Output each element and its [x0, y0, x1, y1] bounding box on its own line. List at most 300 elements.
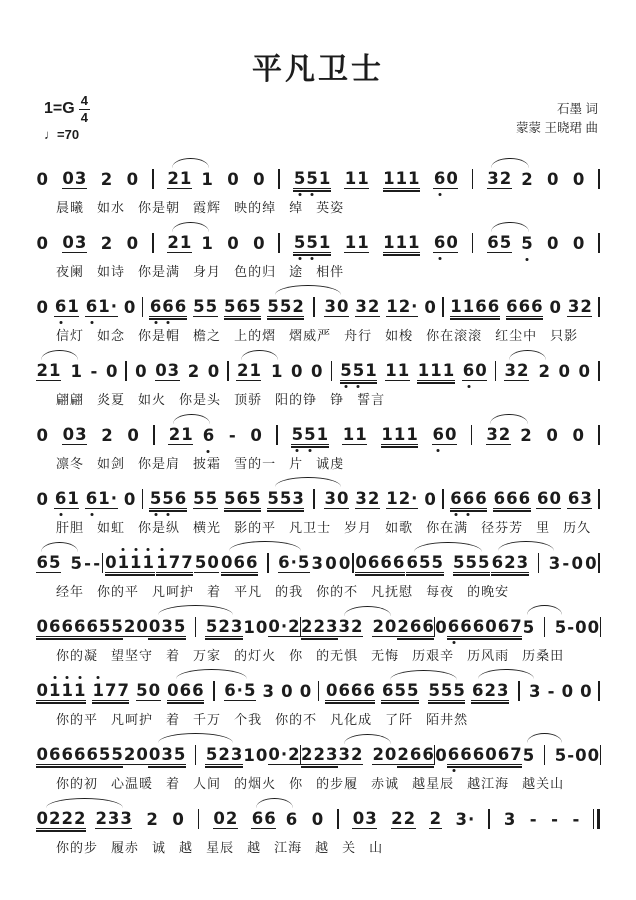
note-digit: 1	[395, 168, 408, 188]
note-token	[54, 490, 79, 509]
barline	[278, 233, 280, 253]
note-token	[255, 619, 267, 637]
note-token	[123, 618, 148, 637]
note-digit: 1	[386, 296, 398, 316]
note-token	[383, 170, 420, 189]
lyric-word: 凡呵护	[152, 584, 195, 599]
lyric-word: 越江海	[467, 776, 510, 791]
note-token	[506, 298, 543, 317]
note-token	[93, 555, 101, 573]
lyric-word: 了阡	[385, 712, 414, 727]
note-token	[224, 298, 261, 317]
note-token	[386, 298, 418, 317]
barline	[313, 489, 315, 509]
note-digit: 0	[36, 489, 48, 509]
note-digit: ·	[468, 809, 475, 829]
note-digit: 6	[462, 360, 475, 380]
lyric-word: 历桑田	[522, 648, 565, 663]
note-token	[338, 618, 363, 637]
note-digit: 3	[107, 808, 120, 828]
note-token	[381, 682, 418, 701]
note-token	[62, 170, 87, 189]
note-token	[424, 299, 436, 317]
lyric-word: 你的平	[56, 712, 99, 727]
lyric-word: 熠威严	[289, 328, 332, 343]
lyric-word: 着	[166, 712, 181, 727]
note-digit: ·	[411, 296, 418, 316]
note-digit: 2	[504, 552, 516, 572]
lyric-word: 的晚安	[467, 584, 510, 599]
lyric-word: 的灯火	[234, 648, 277, 663]
notation-line	[36, 280, 600, 341]
note-digit: 6	[233, 552, 246, 572]
note-digit: 0	[268, 744, 280, 764]
lyric-word: 你的初	[56, 776, 99, 791]
note-digit: 6	[192, 680, 204, 700]
note-token	[123, 746, 148, 765]
note-digit: 2	[498, 424, 511, 444]
note-digit: 2	[100, 233, 113, 253]
note-token	[86, 618, 123, 637]
note-digit: 2	[397, 744, 409, 764]
lyric-word: 陌井然	[426, 712, 469, 727]
note-digit: 3	[292, 488, 304, 508]
note-digit: 2	[429, 808, 442, 828]
slur-group	[471, 681, 541, 701]
note-digit: 5	[48, 552, 61, 572]
note-digit: 2	[236, 360, 249, 380]
note-digit: 1	[201, 233, 213, 253]
notation-score	[36, 152, 600, 853]
note-token	[471, 682, 508, 701]
note-token	[267, 298, 304, 317]
note-token	[100, 171, 112, 189]
note-digit: 2	[538, 361, 550, 381]
note-digit: ·	[280, 616, 288, 636]
lyric-word: 誓言	[357, 392, 386, 407]
lyric-word: 江海	[274, 840, 303, 855]
note-digit: 0	[148, 744, 161, 764]
note-digit: 6	[487, 232, 499, 252]
note-digit: 1	[61, 680, 73, 700]
note-token	[193, 298, 218, 317]
note-token	[36, 682, 86, 701]
lyric-word: 你的不	[275, 712, 318, 727]
note-digit: 6	[432, 424, 444, 444]
lyric-word: 途	[289, 264, 304, 279]
note-digit: -	[551, 809, 558, 829]
note-token	[54, 298, 79, 317]
lyric-word: 影的平	[234, 520, 277, 535]
barline	[102, 553, 104, 573]
note-token	[462, 362, 487, 381]
slur-group	[251, 810, 297, 829]
note-digit: 6	[409, 616, 422, 636]
note-digit: 0	[424, 489, 436, 509]
note-digit: 1	[450, 296, 462, 316]
note-digit: 1	[156, 552, 168, 572]
note-token	[250, 427, 262, 445]
lyric-word: 诚虔	[316, 456, 345, 471]
note-token	[281, 683, 293, 701]
slur-group	[338, 746, 397, 765]
slur-group	[167, 170, 213, 189]
barline	[142, 489, 144, 509]
note-digit: 3	[455, 809, 468, 829]
note-token	[549, 299, 561, 317]
note-digit: 2	[301, 744, 313, 764]
note-token	[167, 170, 192, 189]
notation-line	[36, 536, 600, 597]
note-token	[227, 235, 239, 253]
note-token	[293, 170, 330, 189]
note-token	[572, 811, 580, 829]
note-token	[146, 811, 158, 829]
note-digit: 0	[338, 553, 351, 573]
lyric-word: 铮	[330, 392, 345, 407]
barline	[267, 553, 269, 573]
note-digit: 3	[74, 232, 87, 252]
note-token	[344, 170, 369, 189]
note-digit: -	[529, 809, 537, 829]
note-token	[255, 747, 267, 765]
lyric-word: 霞辉	[193, 200, 222, 215]
note-digit: 6	[460, 616, 472, 636]
note-digit: 0	[549, 488, 561, 508]
note-digit: 3	[230, 744, 243, 764]
note-token	[344, 234, 369, 253]
note-digit: 2	[123, 616, 136, 636]
note-digit: 6	[174, 296, 187, 316]
barline	[598, 169, 600, 189]
note-digit: 0	[126, 169, 139, 189]
lyric-word: 披霜	[193, 456, 222, 471]
note-digit: 1	[408, 232, 420, 252]
note-digit: 3	[230, 616, 243, 636]
note-token	[417, 362, 454, 381]
note-digit: 5	[522, 745, 535, 765]
note-digit: 2	[48, 808, 61, 828]
note-digit: 2	[350, 744, 363, 764]
note-digit: 1	[344, 232, 357, 252]
notation-line	[36, 664, 600, 725]
note-digit: 6	[48, 744, 61, 764]
note-token	[135, 363, 147, 381]
note-token	[105, 554, 155, 573]
note-digit: 1	[344, 168, 357, 188]
barline	[598, 425, 600, 445]
note-digit: 1	[383, 232, 395, 252]
note-token	[546, 427, 558, 445]
note-digit: 3	[580, 488, 592, 508]
note-token	[433, 170, 458, 189]
notes-row	[36, 472, 600, 509]
barline	[337, 809, 339, 829]
note-digit: 3	[338, 744, 350, 764]
note-digit: 3	[120, 808, 132, 828]
note-token	[325, 682, 375, 701]
lyrics-row	[36, 325, 600, 341]
notation-line	[36, 152, 600, 213]
note-digit: 1	[462, 296, 475, 316]
note-token	[167, 682, 204, 701]
note-digit: 5	[521, 233, 533, 253]
note-digit: 0	[135, 361, 147, 381]
slur-group	[406, 554, 490, 573]
note-digit: 7	[181, 552, 193, 572]
note-digit: 6	[433, 232, 446, 252]
note-digit: 1	[179, 168, 192, 188]
note-digit: 1	[181, 424, 193, 444]
note-token	[243, 747, 255, 765]
note-digit: 1	[316, 424, 329, 444]
note-token	[36, 554, 61, 573]
note-digit: 5	[162, 488, 174, 508]
note-digit: 3	[355, 296, 367, 316]
note-digit: 2	[292, 296, 304, 316]
slur-group	[522, 617, 567, 637]
note-token	[372, 618, 397, 637]
note-digit: 6	[251, 808, 264, 828]
note-digit: 0	[36, 425, 48, 445]
note-token	[381, 426, 418, 445]
barline	[472, 169, 474, 189]
note-digit: 5	[306, 232, 318, 252]
note-digit: 6	[36, 552, 48, 572]
barline	[313, 297, 315, 317]
lyric-word: 雪的一	[234, 456, 277, 471]
note-digit: 1	[393, 424, 406, 444]
notes-row	[36, 536, 600, 573]
lyric-word: 望坚守	[111, 648, 154, 663]
note-digit: 5	[193, 296, 205, 316]
lyric-word: 岁月	[344, 520, 373, 535]
note-token	[447, 746, 484, 765]
lyric-word: 万家	[193, 648, 222, 663]
note-token	[554, 747, 566, 765]
note-digit: 6	[380, 552, 392, 572]
slur-group	[267, 297, 349, 317]
note-token	[290, 363, 302, 381]
note-digit: 2	[397, 616, 409, 636]
lyric-word: 人间	[193, 776, 222, 791]
note-digit: 1	[179, 232, 192, 252]
barline	[152, 169, 154, 189]
score-header	[36, 94, 600, 150]
note-digit: 1	[357, 232, 369, 252]
note-digit: 5	[394, 680, 406, 700]
lyric-word: 如诗	[97, 264, 126, 279]
note-digit: 5	[453, 552, 465, 572]
note-digit: 1	[130, 552, 142, 572]
note-digit: 5	[98, 616, 111, 636]
note-digit: 0	[36, 744, 48, 764]
note-digit: 5	[243, 680, 256, 700]
note-token	[355, 298, 380, 317]
key-label: 1=G	[44, 100, 75, 117]
note-token	[243, 619, 255, 637]
lyric-word: 的我	[275, 584, 304, 599]
note-digit: -	[90, 361, 98, 381]
lyric-word: 你是肩	[138, 456, 181, 471]
note-digit: 0	[572, 233, 585, 253]
barline	[142, 297, 144, 317]
note-digit: 6	[350, 680, 363, 700]
note-digit: 0	[36, 616, 48, 636]
note-digit: 5	[279, 488, 292, 508]
note-token	[575, 619, 587, 637]
lyric-word: 映的绰	[234, 200, 277, 215]
note-digit: 6	[447, 616, 460, 636]
note-digit: 1	[67, 296, 79, 316]
barline	[472, 233, 474, 253]
note-digit: 6	[450, 488, 462, 508]
note-digit: 0	[148, 680, 161, 700]
note-digit: 5	[267, 296, 279, 316]
note-digit: 3	[567, 296, 580, 316]
note-token	[70, 555, 82, 573]
note-token	[311, 811, 323, 829]
lyric-word: 你是头	[179, 392, 222, 407]
note-digit: 2	[391, 808, 403, 828]
barline	[544, 745, 546, 765]
note-token	[397, 746, 434, 765]
note-token	[455, 811, 475, 829]
note-token	[485, 618, 522, 637]
lyric-word: 你	[289, 648, 304, 663]
note-token	[338, 746, 363, 765]
note-token	[95, 810, 132, 829]
note-token	[429, 810, 441, 829]
note-digit: 0	[485, 616, 497, 636]
note-digit: 0	[36, 808, 48, 828]
note-digit: 1	[406, 424, 418, 444]
lyrics-row	[36, 197, 600, 213]
note-digit: 0	[213, 808, 225, 828]
lyric-word: 山	[369, 840, 384, 855]
note-token	[493, 490, 530, 509]
barline	[318, 681, 320, 701]
lyric-word: 越	[179, 840, 194, 855]
note-digit: 6	[174, 488, 187, 508]
note-digit: 1	[386, 488, 398, 508]
note-token	[587, 619, 599, 637]
note-token	[123, 491, 135, 509]
lyric-word: 历风雨	[467, 648, 510, 663]
note-digit: 6	[497, 616, 510, 636]
note-digit: 3	[503, 809, 516, 829]
note-digit: 0	[580, 681, 592, 701]
note-token	[433, 234, 458, 253]
barline	[153, 425, 155, 445]
lyric-word: 赤诚	[371, 776, 400, 791]
note-digit: 2	[100, 169, 113, 189]
lyric-word: 片	[289, 456, 304, 471]
note-digit: 5	[267, 488, 279, 508]
note-digit: 0	[299, 681, 312, 701]
note-token	[406, 554, 443, 573]
note-token	[201, 235, 213, 253]
barline	[198, 809, 200, 829]
note-digit: 6	[54, 488, 67, 508]
note-digit: 5	[111, 744, 123, 764]
lyric-word: 里	[536, 520, 551, 535]
note-digit: 0	[255, 745, 268, 765]
lyric-word: 信灯	[56, 328, 85, 343]
note-digit: 0	[36, 297, 48, 317]
barline	[538, 553, 540, 573]
note-digit: 6	[392, 552, 405, 572]
note-digit: 0	[571, 553, 583, 573]
note-digit: 0	[475, 360, 487, 380]
note-digit: 6	[285, 809, 298, 829]
note-digit: 6	[493, 488, 506, 508]
note-token	[262, 683, 274, 701]
note-digit: 3	[487, 168, 499, 188]
note-digit: 1	[117, 552, 130, 572]
note-digit: 6	[475, 296, 487, 316]
note-digit: 0	[587, 745, 600, 765]
note-token	[486, 426, 511, 445]
note-token	[36, 746, 86, 765]
note-digit: 0	[281, 681, 293, 701]
lyric-word: 如剑	[97, 456, 126, 471]
note-token	[342, 426, 367, 445]
slur-group	[36, 810, 132, 829]
barline	[598, 681, 600, 701]
note-digit: 1	[318, 232, 331, 252]
note-token	[123, 299, 135, 317]
note-digit: 0	[585, 553, 597, 573]
note-digit: 6	[531, 296, 543, 316]
note-digit: 6	[475, 488, 487, 508]
note-digit: 5	[554, 617, 567, 637]
note-digit: 6	[85, 296, 98, 316]
note-digit: 1	[417, 360, 430, 380]
note-token	[201, 171, 213, 189]
note-token	[267, 490, 304, 509]
note-digit: 1	[243, 617, 255, 637]
note-digit: 6	[567, 488, 580, 508]
note-digit: 0	[105, 552, 117, 572]
note-digit: 1	[98, 296, 110, 316]
slur-group	[36, 554, 82, 573]
note-token	[172, 811, 184, 829]
lyric-word: 翩翩	[56, 392, 85, 407]
note-digit: 6	[54, 296, 67, 316]
lyric-word: 历久	[563, 520, 592, 535]
song-title: 平凡卫士	[252, 53, 384, 86]
note-token	[205, 618, 242, 637]
lyric-word: 横光	[193, 520, 222, 535]
note-digit: 1	[142, 552, 155, 572]
note-token	[228, 427, 236, 445]
note-digit: 0	[336, 488, 349, 508]
note-digit: 0	[127, 425, 139, 445]
note-token	[432, 426, 457, 445]
lyric-word: 心温暖	[111, 776, 154, 791]
notation-line	[36, 792, 600, 853]
note-digit: 6	[73, 744, 86, 764]
lyric-word: 着	[166, 776, 181, 791]
note-digit: 3	[324, 296, 336, 316]
lyric-word: 绰	[289, 200, 304, 215]
note-digit: 1	[365, 360, 377, 380]
lyric-word: 你是朝	[138, 200, 181, 215]
barline	[598, 553, 600, 573]
note-token	[340, 362, 377, 381]
lyrics-row	[36, 389, 600, 405]
